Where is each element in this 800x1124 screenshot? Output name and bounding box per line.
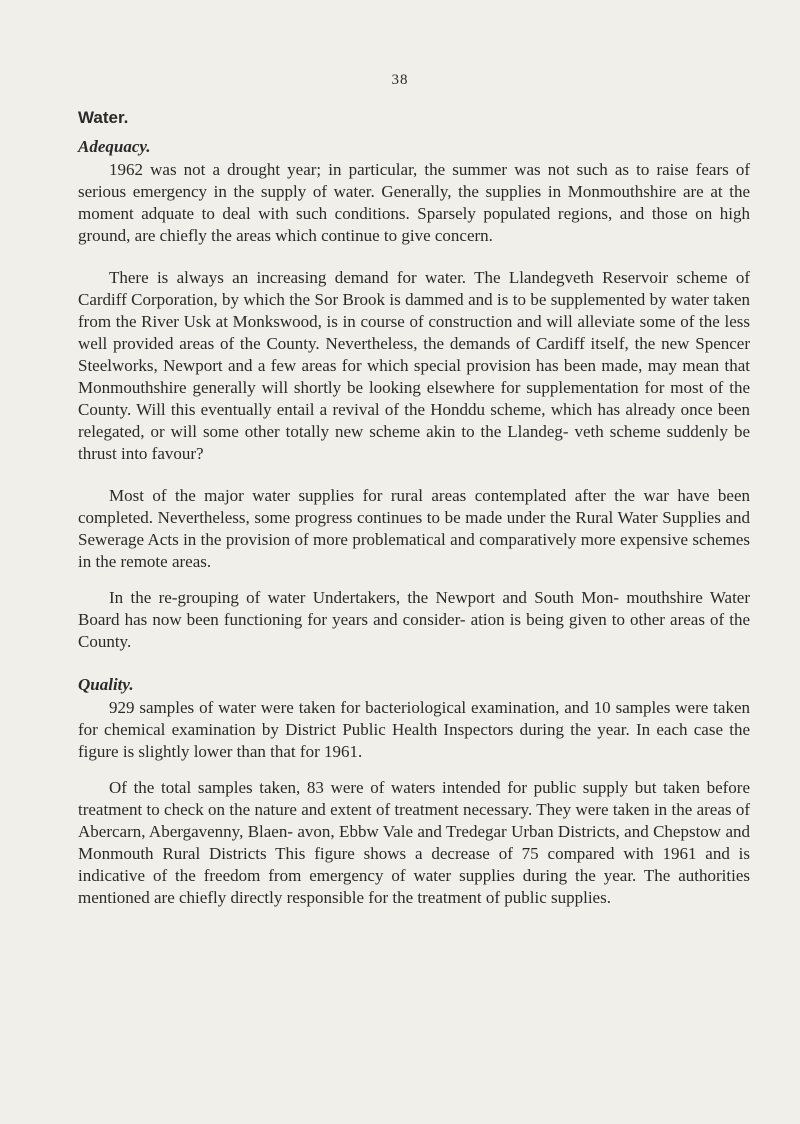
adequacy-paragraph-3: Most of the major water supplies for rural areas contemplated after the war have been completed. Nevertheless, some progress continues to be made under the Rural Water Supplies and Sewerage Acts in the provision of more problematical and comparatively more expensive schemes in the remote areas. <box>78 486 750 571</box>
page-number: 38 <box>391 72 409 88</box>
quality-paragraph-2: Of the total samples taken, 83 were of waters intended for public supply but taken before treatment to check on the nature and extent of treatment necessary. They were taken in the areas of Abercarn, Abergavenny, Blaen- avon, Ebbw Vale and Tredegar Urban Districts, and Chepstow and Monmouth Rural Districts This figure shows a decrease of 75 compared with 1961 and is indicative of the freedom from emergency of water supplies during the year. The authorities mentioned are chiefly directly responsible for the treatment of public supplies. <box>78 778 750 907</box>
quality-paragraph-1: 929 samples of water were taken for bacteriological examination, and 10 samples were taken for chemical examination by District Public Health Inspectors during the year. In each case the figure is slightly lower than that for 1961. <box>78 698 750 761</box>
adequacy-heading: Adequacy. <box>78 137 151 156</box>
adequacy-paragraph-1: 1962 was not a drought year; in particular, the summer was not such as to raise fears of serious emergency in the supply of water. Generally, the supplies in Monmouthshire are at the moment adquate to deal with such conditions. Sparsely populated regions, and those on high ground, are chiefly the areas which continue to give concern. <box>78 160 750 245</box>
quality-heading: Quality. <box>78 675 134 694</box>
section-title: Water. <box>78 108 129 127</box>
adequacy-paragraph-4: In the re-grouping of water Undertakers, the Newport and South Mon- mouthshire Water Board has now been functioning for years and consider- ation is being given to other areas of the County. <box>78 588 750 651</box>
adequacy-paragraph-2: There is always an increasing demand for water. The Llandegveth Reservoir scheme of Cardiff Corporation, by which the Sor Brook is dammed and is to be supplemented by water taken from the River Usk at Monkswood, is in course of construction and will alleviate some of the less well provided areas of the County. Nevertheless, the demands of Cardiff itself, the new Spencer Steelworks, Newport and a few areas for which special provision has been made, may mean that Monmouthshire generally will shortly be looking elsewhere for supplementation for most of the County. Will this eventually entail a revival of the Honddu scheme, which has already once been relegated, or will some other totally new scheme akin to the Llandeg- veth scheme suddenly be thrust into favour? <box>78 268 750 463</box>
